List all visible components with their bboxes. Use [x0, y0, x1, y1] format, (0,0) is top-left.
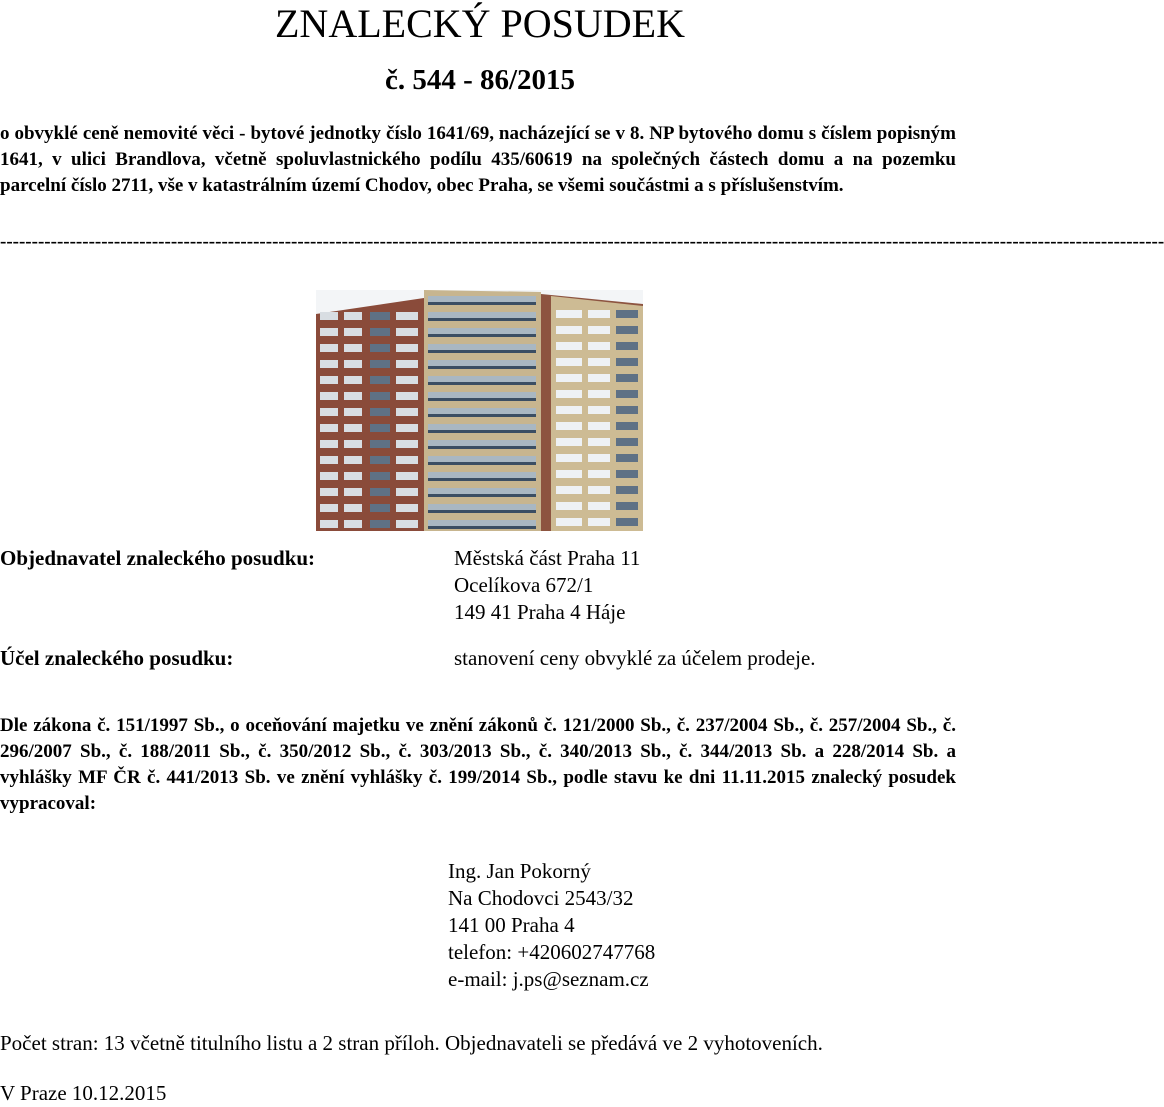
client-street: Ocelíkova 672/1: [454, 573, 594, 597]
document-title: ZNALECKÝ POSUDEK: [275, 1, 685, 46]
place-date: V Praze 10.12.2015: [0, 1081, 167, 1105]
separator-line: ----------------------------------------------------------------------------------------------------------------------------------------------------------------------------------------: [0, 231, 1164, 252]
legal-basis-text: Dle zákona č. 151/1997 Sb., o oceňování majetku ve znění zákonů č. 121/2000 Sb., č. 237/2004 Sb., č. 257/2004 Sb., č. 296/2007 Sb., č. 188/2011 Sb., č. 350/2012 Sb., č. 303/2013 Sb., č. 340/2013 Sb., č. 344/2013 Sb. a 228/2014 Sb. a vyhlášky MF ČR č. 441/2013 Sb. ve znění vyhlášky č. 199/2014 Sb., podle stavu ke dni 11.11.2015 znalecký posudek vypracoval:: [0, 715, 956, 814]
author-name: Ing. Jan Pokorný: [448, 859, 591, 883]
client-name: Městská část Praha 11: [454, 546, 641, 570]
page-count-text: Počet stran: 13 včetně titulního listu a 2 stran příloh. Objednavateli se předává ve 2 vyhotoveních.: [0, 1031, 823, 1055]
client-label: Objednavatel znaleckého posudku:: [0, 546, 316, 570]
client-city: 149 41 Praha 4 Háje: [454, 600, 626, 624]
building-photo: [316, 290, 643, 531]
author-street: Na Chodovci 2543/32: [448, 886, 634, 910]
purpose-value: stanovení ceny obvyklé za účelem prodeje.: [454, 646, 816, 670]
author-email: e-mail: j.ps@seznam.cz: [448, 967, 649, 991]
document-subject: o obvyklé ceně nemovité věci - bytové jednotky číslo 1641/69, nacházející se v 8. NP bytového domu s číslem popisným 1641, v ulici Brandlova, včetně spoluvlastnického podílu 435/60619 na společných částech domu a na pozemku parcelní číslo 2711, vše v katastrálním území Chodov, obec Praha, se všemi součástmi a s příslušenstvím.: [0, 123, 956, 196]
author-block: [448, 858, 655, 993]
apartment-building-photo-icon: [316, 290, 643, 531]
author-city: 141 00 Praha 4: [448, 913, 575, 937]
author-phone: telefon: +420602747768: [448, 940, 656, 964]
document-number: č. 544 - 86/2015: [384, 64, 576, 96]
purpose-label: Účel znaleckého posudku:: [0, 646, 234, 670]
